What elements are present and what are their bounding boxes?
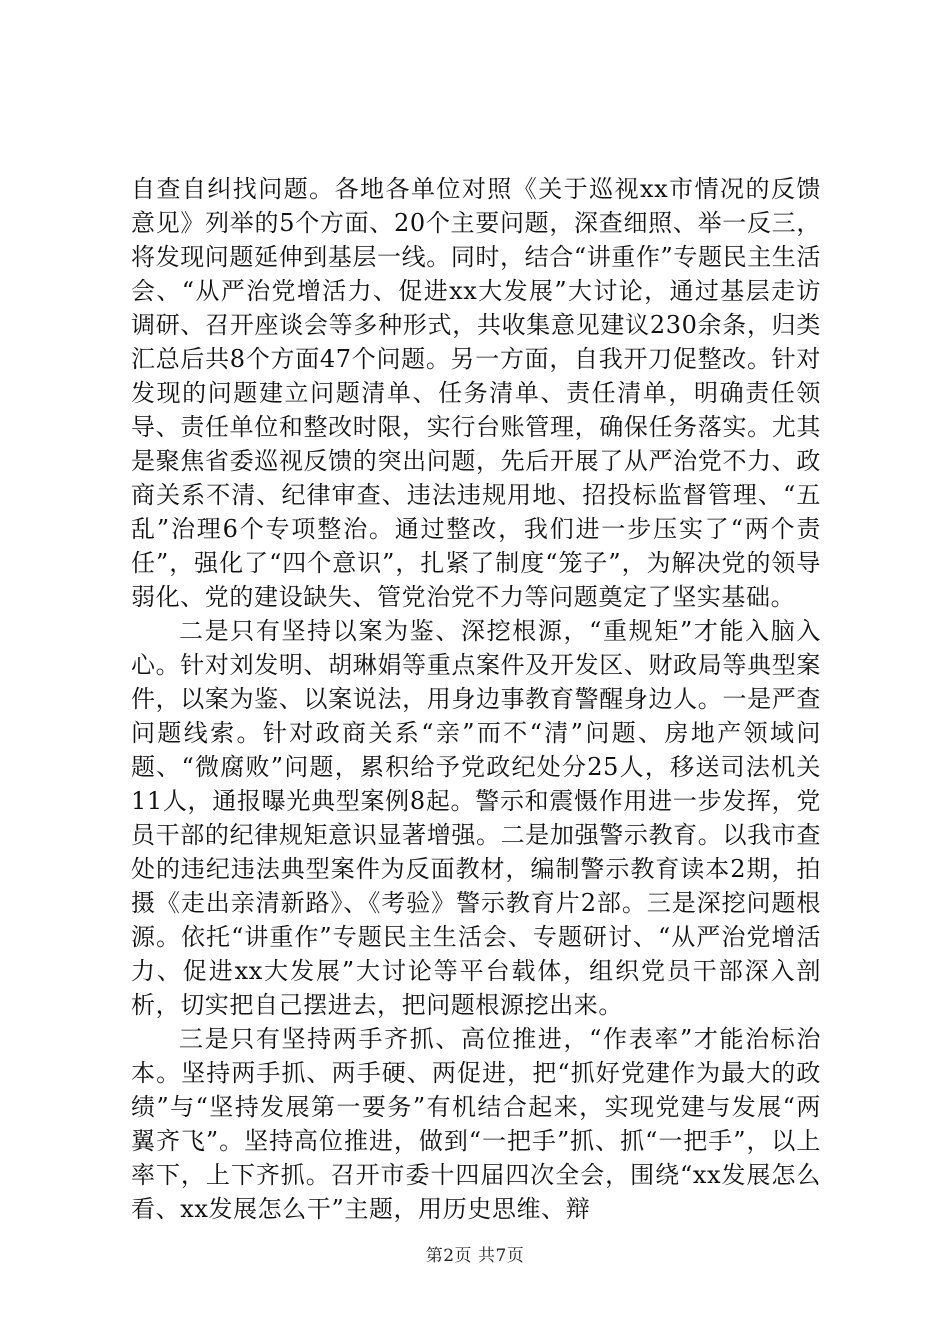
paragraph-2: 二是只有坚持以案为鉴、深挖根源，“重规矩”才能入脑入心。针对刘发明、胡琳娟等重点案件及开发区、财政局等典型案件，以案为鉴、以案说法，用身边事教育警醒身边人。一是严查问题线索。针对政商关系“亲”而不“清”问题、房地产领域问题、“微腐败”问题，累积给予党政纪处分25人，移送司法机关11人，通报曝光典型案例8起。警示和震慑作用进一步发挥，党员干部的纪律规矩意识显著增强。二是加强警示教育。以我市查处的违纪违法典型案件为反面教材，编制警示教育读本2期，拍摄《走出亲清新路》、《考验》警示教育片2部。三是深挖问题根源。依托“讲重作”专题民主生活会、专题研讨、“从严治党增活力、促进xx大发展”大讨论等平台载体，组织党员干部深入剖析，切实把自己摆进去，把问题根源挖出来。	[131, 617, 821, 1019]
paragraph-1: 自查自纠找问题。各地各单位对照《关于巡视xx市情况的反馈意见》列举的5个方面、20个主要问题，深查细照、举一反三，将发现问题延伸到基层一线。同时，结合“讲重作”专题民主生活会、“从严治党增活力、促进xx大发展”大讨论，通过基层走访调研、召开座谈会等多种形式，共收集意见建议230余条，归类汇总后共8个方面47个问题。另一方面，自我开刀促整改。针对发现的问题建立问题清单、任务清单、责任清单，明确责任领导、责任单位和整改时限，实行台账管理，确保任务落实。尤其是聚焦省委巡视反馈的突出问题，先后开展了从严治党不力、政商关系不清、纪律审查、违法违规用地、招投标监督管理、“五乱”治理6个专项整治。通过整改，我们进一步压实了“两个责任”，强化了“四个意识”，扎紧了制度“笼子”，为解决党的领导弱化、党的建设缺失、管党治党不力等问题奠定了坚实基础。	[131, 175, 821, 611]
page-number-footer: 第2页 共7页	[425, 1246, 525, 1266]
paragraph-3: 三是只有坚持两手齐抓、高位推进，“作表率”才能治标治本。坚持两手抓、两手硬、两促进，把“抓好党建作为最大的政绩”与“坚持发展第一要务”有机结合起来，实现党建与发展“两翼齐飞”。坚持高位推进，做到“一把手”抓、抓“一把手”，以上率下，上下齐抓。召开市委十四届四次全会，围绕“xx发展怎么看、xx发展怎么干”主题，用历史思维、辩	[131, 1025, 821, 1223]
document-body	[131, 172, 821, 1226]
